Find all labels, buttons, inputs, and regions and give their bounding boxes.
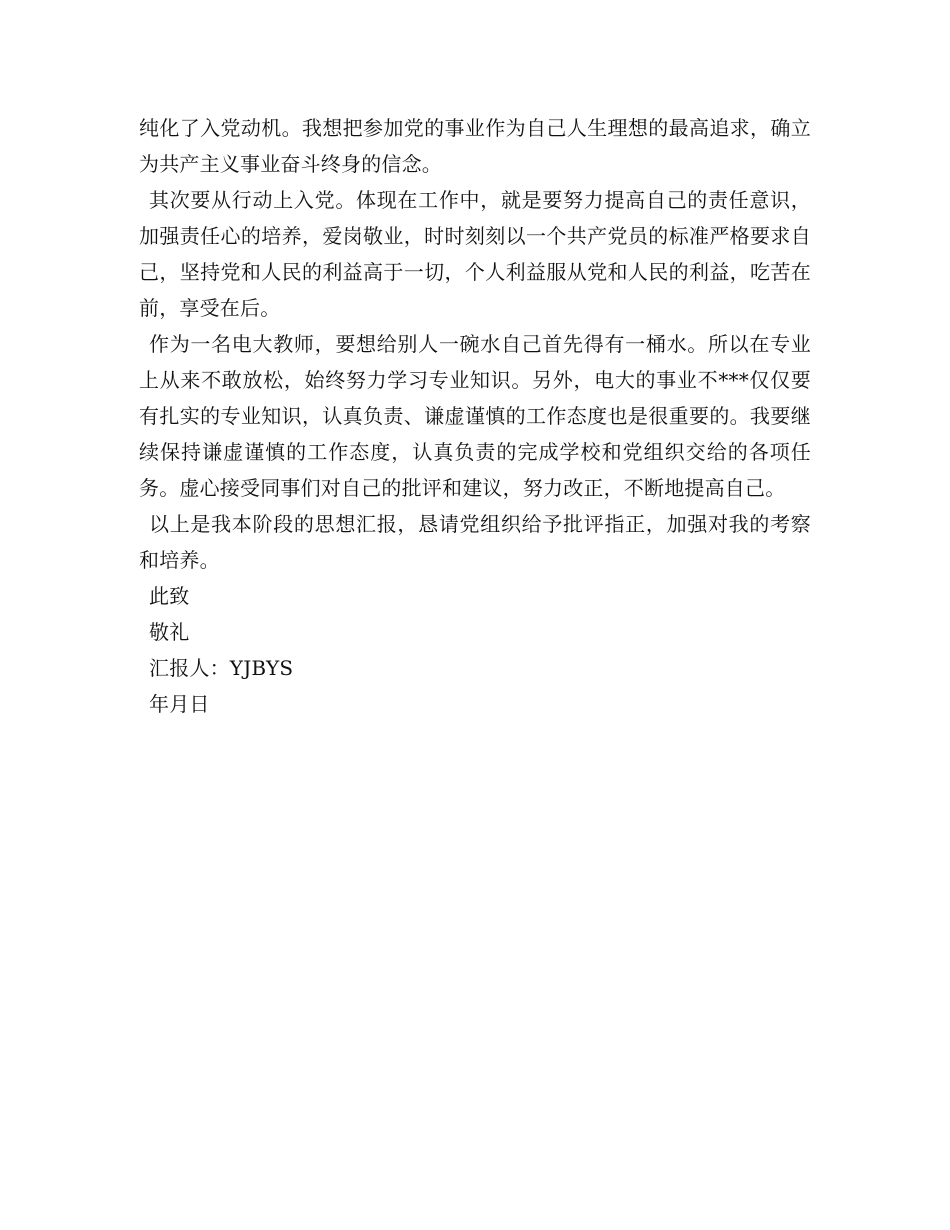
reporter-line: 汇报人：YJBYS xyxy=(149,656,294,680)
paragraph-motivation: 纯化了入党动机。我想把参加党的事业作为自己人生理想的最高追求，确立为共产主义事业奋斗终身的信念。 xyxy=(139,116,811,176)
paragraph-summary: 以上是我本阶段的思想汇报，恳请党组织给予批评指正，加强对我的考察和培养。 xyxy=(139,512,811,572)
paragraph-action: 其次要从行动上入党。体现在工作中，就是要努力提高自己的责任意识，加强责任心的培养，爱岗敬业，时时刻刻以一个共产党员的标准严格要求自己，坚持党和人民的利益高于一切，个人利益服从党和人民的利益，吃苦在前，享受在后。 xyxy=(139,188,811,320)
document-body xyxy=(139,110,811,722)
paragraph-teacher: 作为一名电大教师，要想给别人一碗水自己首先得有一桶水。所以在专业上从来不敢放松，始终努力学习专业知识。另外，电大的事业不***仅仅要有扎实的专业知识，认真负责、谦虚谨慎的工作态度也是很重要的。我要继续保持谦虚谨慎的工作态度，认真负责的完成学校和党组织交给的各项任务。虚心接受同事们对自己的批评和建议，努力改正，不断地提高自己。 xyxy=(139,332,811,500)
date-line: 年月日 xyxy=(149,692,210,716)
salutation-line: 敬礼 xyxy=(149,620,190,644)
closing-line: 此致 xyxy=(149,584,190,608)
